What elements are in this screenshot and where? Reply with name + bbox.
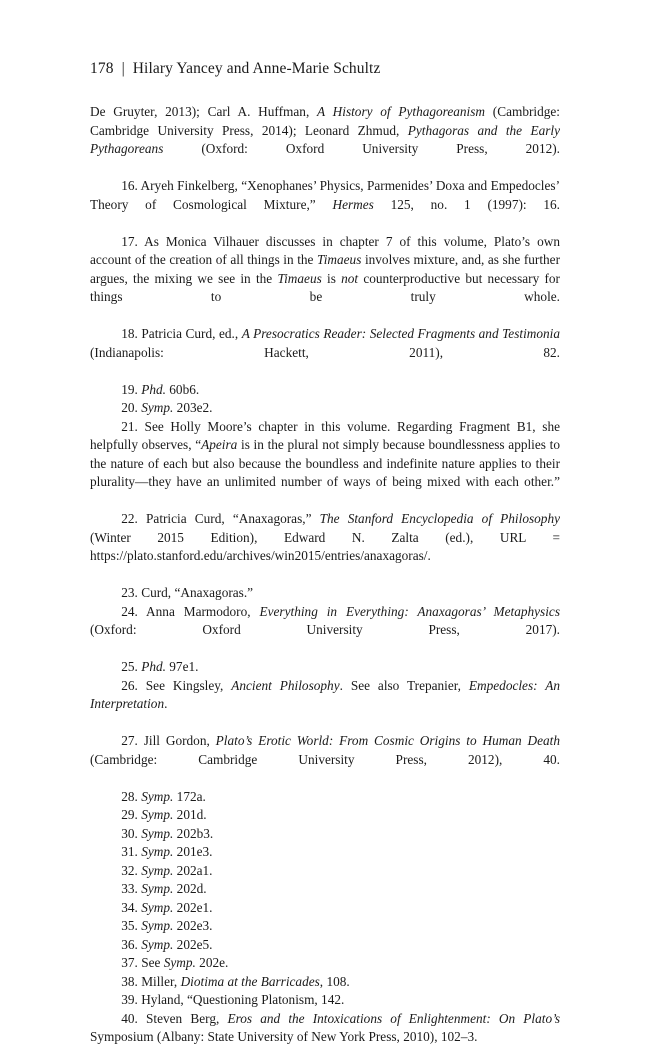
header-separator: |: [121, 60, 125, 77]
note-text: , 108.: [319, 973, 350, 989]
note-text: 125, no. 1 (1997): 16.: [373, 196, 560, 212]
endnote: [90, 954, 560, 973]
italic-title: Phd.: [141, 659, 166, 674]
italic-title: Apeira: [201, 437, 238, 452]
italic-title: Symp.: [141, 807, 174, 822]
note-text: (Oxford: Oxford University Press, 2017).: [90, 622, 560, 637]
note-text: 23. Curd, “Anaxagoras.”: [121, 585, 254, 600]
endnote: [90, 233, 560, 326]
italic-title: Ancient Philosophy: [231, 677, 340, 693]
italic-title: Timaeus: [317, 252, 362, 267]
note-text: 97e1.: [165, 659, 199, 674]
italic-title: Phd.: [141, 381, 166, 397]
italic-title: not: [341, 270, 359, 286]
endnote: [90, 177, 560, 233]
note-text: 27. Jill Gordon,: [121, 733, 216, 748]
endnote: [90, 936, 560, 955]
endnote: [90, 806, 560, 825]
endnote: [90, 418, 560, 511]
note-text: 38. Miller,: [121, 973, 181, 989]
italic-title: Hermes: [332, 196, 374, 212]
note-text: (Indianapolis: Hackett, 2011), 82.: [90, 344, 560, 360]
endnote: [90, 584, 560, 603]
italic-title: Symp.: [141, 788, 174, 804]
endnote: [90, 399, 560, 418]
note-text: 21. See Holly Moore’s chapter in this volume. Regarding Fragment B1, she helpfully observes, “: [90, 418, 560, 452]
note-text: 36.: [121, 936, 142, 952]
note-text: 201d.: [173, 807, 207, 822]
endnote: [90, 899, 560, 918]
italic-title: Eros and the Intoxications of Enlightenment: On Plato’s: [227, 1010, 561, 1026]
italic-title: Empedocles: An Interpretation: [90, 677, 560, 711]
endnote: [90, 381, 560, 400]
running-head-authors: Hilary Yancey and Anne-Marie Schultz: [132, 60, 381, 77]
note-text: 20.: [121, 400, 142, 415]
italic-title: Symp.: [141, 936, 174, 952]
note-text: De Gruyter, 2013); Carl A. Huffman,: [90, 104, 318, 119]
italic-title: The Stanford Encyclopedia of Philosophy: [319, 511, 560, 526]
endnote: [90, 843, 560, 862]
note-text: 39. Hyland, “Questioning Platonism, 142.: [121, 992, 345, 1007]
note-text: involves mixture, and, as she further argues, the mixing we see in the: [90, 252, 560, 286]
note-text: 201e3.: [173, 844, 213, 859]
italic-title: Symp.: [163, 955, 196, 970]
note-text: 202a1.: [173, 862, 213, 878]
italic-title: Symp.: [141, 881, 174, 896]
note-text: 203e2.: [173, 400, 213, 415]
note-text: 28.: [121, 788, 142, 804]
note-text: 17. As Monica Vilhauer discusses in chapter 7 of this volume, Plato’s own account of the creation of all things in the: [90, 233, 560, 267]
note-text: 202e1.: [173, 899, 213, 915]
endnote: [90, 880, 560, 899]
endnote: [90, 991, 560, 1010]
endnotes: [90, 103, 560, 1047]
endnote: [90, 732, 560, 788]
italic-title: Pythagoras and the Early Pythagoreans: [90, 122, 561, 156]
page-number: 178: [90, 60, 114, 77]
note-text: 172a.: [173, 788, 206, 804]
note-text: 24. Anna Marmodoro,: [121, 603, 260, 619]
note-text: 22. Patricia Curd, “Anaxagoras,”: [121, 511, 320, 526]
endnote: [90, 603, 560, 659]
note-text: 202e.: [195, 955, 229, 970]
endnote-continuation: [90, 103, 560, 177]
note-text: Symposium (Albany: State University of New York Press, 2010), 102–3.: [90, 1029, 478, 1044]
note-text: 30.: [121, 825, 142, 841]
italic-title: Timaeus: [277, 270, 322, 286]
italic-title: Symp.: [141, 899, 174, 915]
endnote: [90, 973, 560, 992]
note-text: . See also Trepanier,: [339, 677, 469, 693]
italic-title: Diotima at the Barricades: [180, 973, 320, 989]
note-text: 18. Patricia Curd, ed.,: [121, 326, 242, 341]
note-text: counterproductive but necessary for things to be truly whole.: [90, 270, 560, 304]
endnote: [90, 862, 560, 881]
endnote: [90, 788, 560, 807]
note-text: 202d.: [173, 881, 207, 896]
endnote: [90, 658, 560, 677]
note-text: 202e3.: [173, 918, 213, 933]
note-text: 16. Aryeh Finkelberg, “Xenophanes’ Physics, Parmenides’ Doxa and Empedocles’ Theory of Cosmological Mixture,”: [90, 178, 560, 212]
note-text: 34.: [121, 899, 142, 915]
endnote: [90, 917, 560, 936]
endnote: [90, 510, 560, 584]
endnote: [90, 677, 560, 733]
note-text: 202b3.: [173, 825, 214, 841]
note-text: 29.: [121, 807, 142, 822]
note-text: (Winter 2015 Edition), Edward N. Zalta (ed.), URL = https://plato.stanford.edu/archives/win2015/entries/anaxagoras/.: [90, 529, 560, 563]
italic-title: Everything in Everything: Anaxagoras’ Metaphysics: [259, 603, 560, 619]
italic-title: Symp.: [141, 825, 174, 841]
running-head: [90, 60, 380, 78]
endnote: [90, 1010, 560, 1047]
note-text: (Cambridge: Cambridge University Press, 2012), 40.: [90, 751, 560, 767]
italic-title: Symp.: [141, 844, 174, 859]
italic-title: A History of Pythagoreanism: [317, 104, 486, 119]
note-text: (Oxford: Oxford University Press, 2012).: [163, 141, 560, 156]
note-text: 40. Steven Berg,: [121, 1010, 228, 1026]
italic-title: Symp.: [141, 862, 174, 878]
note-text: (Cambridge: Cambridge University Press, 2014); Leonard Zhmud,: [90, 104, 560, 138]
note-text: 32.: [121, 862, 142, 878]
italic-title: Symp.: [141, 918, 174, 933]
note-text: 60b6.: [165, 381, 200, 397]
italic-title: Plato’s Erotic World: From Cosmic Origins to Human Death: [215, 733, 560, 748]
note-text: 26. See Kingsley,: [121, 677, 232, 693]
note-text: 33.: [121, 881, 142, 896]
note-text: is: [321, 270, 342, 286]
note-text: 202e5.: [173, 936, 213, 952]
italic-title: A Presocratics Reader: Selected Fragments and Testimonia: [241, 326, 560, 341]
note-text: .: [164, 696, 168, 711]
italic-title: Symp.: [141, 400, 174, 415]
endnote: [90, 325, 560, 381]
note-text: is in the plural not simply because boundlessness applies to the nature of each but also because the boundless and indefinite nature applies to their plurality—they have an unlimited number of ways of being mixed with each other.”: [90, 437, 560, 489]
note-text: 25.: [121, 659, 142, 674]
endnote: [90, 825, 560, 844]
note-text: 35.: [121, 918, 142, 933]
note-text: 37. See: [121, 955, 164, 970]
note-text: 31.: [121, 844, 142, 859]
note-text: 19.: [121, 381, 142, 397]
